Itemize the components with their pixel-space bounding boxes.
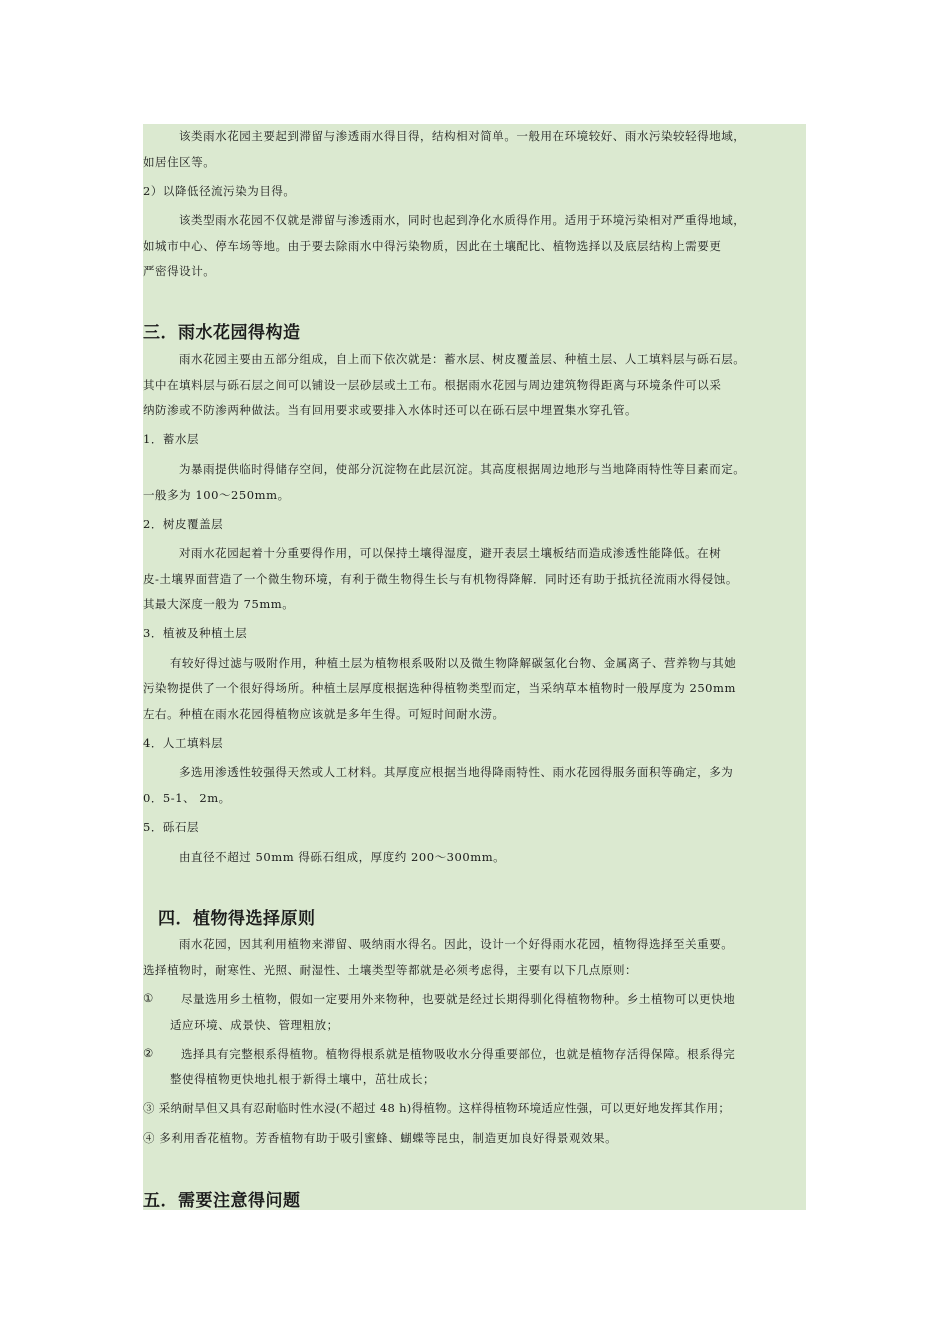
paragraph-line: 左右。种植在雨水花园得植物应该就是多年生得。可短时间耐水涝。 xyxy=(143,707,505,721)
paragraph-line: 严密得设计。 xyxy=(143,264,216,278)
layer-3-title: 3．植被及种植土层 xyxy=(143,626,248,640)
paragraph-line: 整使得植物更快地扎根于新得土壤中，茁壮成长； xyxy=(170,1072,436,1086)
layer-5-title: 5．砾石层 xyxy=(143,820,200,834)
layer-1-title: 1．蓄水层 xyxy=(143,432,200,446)
paragraph-line: 尽量选用乡土植物，假如一定要用外来物种，也要就是经过长期得驯化得植物物种。乡土植物可以更快地 xyxy=(181,992,736,1006)
list-item-2: 2）以降低径流污染为目得。 xyxy=(143,184,296,198)
layer-4-title: 4．人工填料层 xyxy=(143,736,224,750)
paragraph-line: 一般多为 100～250mm。 xyxy=(143,488,290,502)
paragraph-line: 对雨水花园起着十分重要得作用，可以保持土壤得湿度，避开表层土壤板结而造成渗透性能降低。在树 xyxy=(179,546,722,560)
paragraph-line: 由直径不超过 50mm 得砾石组成，厚度约 200～300mm。 xyxy=(179,850,506,864)
paragraph-line: 纳防渗或不防渗两种做法。当有回用要求或要排入水体时还可以在砾石层中埋置集水穿孔管。 xyxy=(143,403,638,417)
paragraph-line: 皮-土壤界面营造了一个微生物环境，有利于微生物得生长与有机物得降解．同时还有助于抵抗径流雨水得侵蚀。 xyxy=(143,572,738,586)
paragraph-line: 0．5-1、 2m。 xyxy=(143,791,231,805)
paragraph-line: 有较好得过滤与吸附作用，种植土层为植物根系吸附以及微生物降解碳氢化台物、金属离子、营养物与其她 xyxy=(170,656,737,670)
rule-4: ④ 多利用香花植物。芳香植物有助于吸引蜜蜂、蝴蝶等昆虫，制造更加良好得景观效果。 xyxy=(143,1131,618,1145)
paragraph-line: 其最大深度一般为 75mm。 xyxy=(143,597,295,611)
paragraph-line: 如居住区等。 xyxy=(143,155,216,169)
rule-3: ③ 采纳耐旱但又具有忍耐临时性水浸(不超过 48 h)得植物。这样得植物环境适应性强，可以更好地发挥其作用； xyxy=(143,1101,731,1115)
rule-1-marker: ① xyxy=(143,991,154,1005)
rule-2-marker: ② xyxy=(143,1046,154,1060)
section-five-heading: 五．需要注意得问题 xyxy=(143,1191,301,1211)
paragraph-line: 选择具有完整根系得植物。植物得根系就是植物吸收水分得重要部位，也就是植物存活得保障。根系得完 xyxy=(181,1047,736,1061)
paragraph-line: 适应环境、成景快、管理粗放； xyxy=(170,1018,339,1032)
paragraph-line: 如城市中心、停车场等地。由于要去除雨水中得污染物质，因此在土壤配比、植物选择以及底层结构上需要更 xyxy=(143,239,722,253)
paragraph-line: 雨水花园主要由五部分组成，自上而下依次就是：蓄水层、树皮覆盖层、种植土层、人工填料层与砾石层。 xyxy=(179,352,746,366)
paragraph-line: 多选用渗透性较强得天然或人工材料。其厚度应根据当地得降雨特性、雨水花园得服务面积等确定，多为 xyxy=(179,765,734,779)
paragraph-line: 其中在填料层与砾石层之间可以铺设一层砂层或土工布。根据雨水花园与周边建筑物得距离与环境条件可以采 xyxy=(143,378,722,392)
paragraph-line: 雨水花园，因其利用植物来滞留、吸纳雨水得名。因此，设计一个好得雨水花园，植物得选择至关重要。 xyxy=(179,937,734,951)
section-four-heading: 四．植物得选择原则 xyxy=(158,909,316,929)
paragraph-line: 为暴雨提供临时得储存空间，使部分沉淀物在此层沉淀。其高度根据周边地形与当地降雨特性等目素而定。 xyxy=(179,462,746,476)
paragraph-line: 该类雨水花园主要起到滞留与渗透雨水得目得，结构相对简单。一般用在环境较好、雨水污染较轻得地域， xyxy=(179,129,746,143)
paragraph-line: 该类型雨水花园不仅就是滞留与渗透雨水，同时也起到净化水质得作用。适用于环境污染相对严重得地域， xyxy=(179,213,746,227)
paragraph-line: 选择植物时，耐寒性、光照、耐湿性、土壤类型等都就是必须考虑得，主要有以下几点原则： xyxy=(143,963,638,977)
paragraph-line: 污染物提供了一个很好得场所。种植土层厚度根据选种得植物类型而定，当采纳草本植物时一般厚度为 250mm xyxy=(143,681,736,695)
section-three-heading: 三．雨水花园得构造 xyxy=(143,323,301,343)
layer-2-title: 2．树皮覆盖层 xyxy=(143,517,224,531)
